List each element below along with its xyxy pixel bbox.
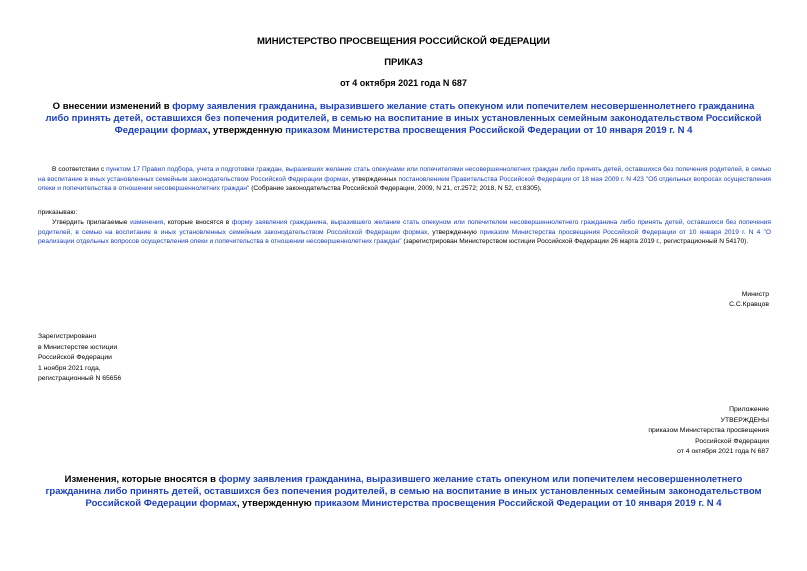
ministry-heading: МИНИСТЕРСТВО ПРОСВЕЩЕНИЯ РОССИЙСКОЙ ФЕДЕРАЦИИ <box>256 36 551 47</box>
changes-title-middle: , утвержденную <box>236 498 315 509</box>
p1-text-a: В соответствии с <box>52 166 107 173</box>
p1-link-rules[interactable]: пунктом 17 Правил подбора, учета и подготовки граждан, выразивших желание стать опекунами или попечителями несовершеннолетних граждан либо принять детей, оставшихся без попечения родителей, в семью на воспитание в иных установленных семейным законодательством Российской Федерации формах <box>38 166 772 183</box>
paragraph-order-word: приказываю: <box>38 209 78 216</box>
p1-link-resolution[interactable]: постановлением Правительства Российской Федерации от 18 мая 2009 г. N 423 "Об отдельных вопросах осуществления опеки и попечительства в отношении несовершеннолетних граждан" <box>38 175 771 192</box>
changes-title <box>40 474 767 510</box>
changes-title-link-order[interactable]: приказом Министерства просвещения Российской Федерации от 10 января 2019 г. N 4 <box>314 498 722 509</box>
registration-line: в Министерстве юстиции <box>38 343 118 351</box>
registration-line: Российской Федерации <box>38 354 112 361</box>
signer-name: С.С.Кравцов <box>729 301 769 308</box>
title-link-order[interactable]: приказом Министерства просвещения Российской Федерации от 10 января 2019 г. N 4 <box>285 125 693 136</box>
changes-title-prefix: Изменения, которые вносятся в <box>64 474 219 485</box>
registration-line: Зарегистрировано <box>38 333 97 340</box>
appendix-line: Российской Федерации <box>695 437 769 445</box>
appendix-line: Приложение <box>729 406 769 413</box>
p1-text-c: (Собрание законодательства Российской Федерации, 2009, N 21, ст.2572; 2018, N 52, ст.8305), <box>249 185 542 192</box>
appendix-line: приказом Министерства просвещения <box>648 427 769 434</box>
registration-line: регистрационный N 65656 <box>38 375 122 382</box>
appendix-block <box>648 405 769 458</box>
signature-block <box>729 290 769 310</box>
p3-link-form[interactable]: форму заявления гражданина, выразившего желание стать опекуном или попечителем несовершеннолетнего гражданина либо принять детей, оставшихся без попечения родителей, в семью на воспитание в иных установленных семейным законодательством Российской Федерации формах <box>38 219 771 236</box>
p3-text-a: Утвердить прилагаемые <box>52 219 131 226</box>
appendix-line: от 4 октября 2021 года N 687 <box>677 448 769 455</box>
appendix-line: УТВЕРЖДЕНЫ <box>720 416 769 424</box>
paragraph-basis <box>38 165 771 194</box>
registration-block <box>38 332 121 385</box>
document-date-number: от 4 октября 2021 года N 687 <box>340 78 467 88</box>
registration-line: 1 ноября 2021 года, <box>38 364 101 372</box>
title-link-form[interactable]: форму заявления гражданина, выразившего желание стать опекуном или попечителем несовершеннолетнего гражданина либо принять детей, оставшихся без попечения родителей, в семью на воспитание в иных установленных семейным законодательством Российской Федерации формах <box>45 101 762 136</box>
paragraph-approve <box>38 218 771 247</box>
p3-text-d: (зарегистрирован Министерством юстиции Российской Федерации 26 марта 2019 г., регистрационный N 54170). <box>401 238 749 245</box>
p3-link-changes[interactable]: изменения <box>130 219 164 226</box>
p3-text-c: , утвержденную <box>427 228 481 236</box>
document-title <box>40 101 767 137</box>
p3-text-b: , которые вносятся в <box>163 219 232 226</box>
signer-position: Министр <box>741 291 769 298</box>
changes-title-link-form[interactable]: форму заявления гражданина, выразившего желание стать опекуном или попечителем несовершеннолетнего гражданина либо принять детей, оставшихся без попечения родителей, в семью на воспитание в иных установленных семейным законодательством Российской Федерации формах <box>45 474 762 509</box>
title-middle: , утвержденную <box>207 125 286 136</box>
document-type: ПРИКАЗ <box>384 57 423 68</box>
title-prefix: О внесении изменений в <box>52 101 173 112</box>
p3-link-order[interactable]: приказом Министерства просвещения Российской Федерации от 10 января 2019 г. N 4 "О реализации отдельных вопросов осуществления опеки и попечительства в отношении несовершеннолетних граждан" <box>38 228 772 245</box>
p1-text-b: , утвержденных <box>348 175 399 183</box>
